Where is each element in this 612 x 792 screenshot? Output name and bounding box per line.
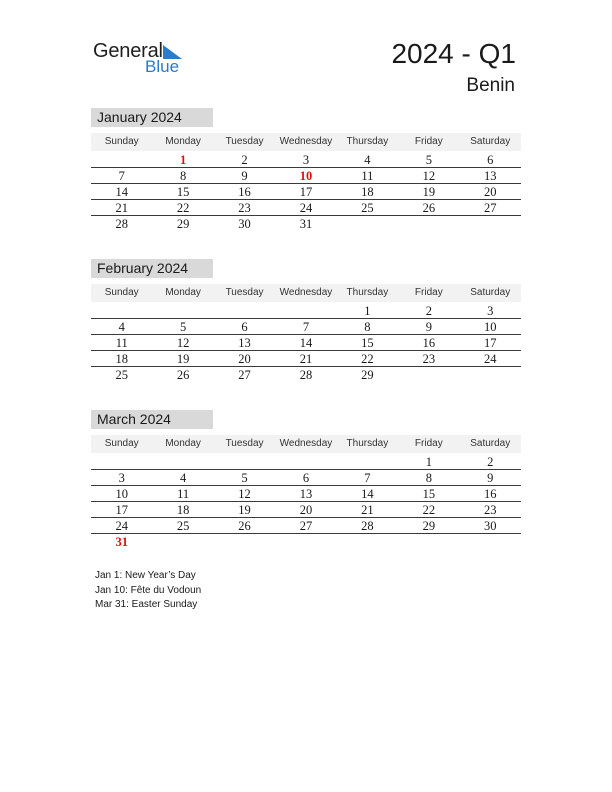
day-cell: 26 <box>238 519 251 533</box>
day-cell: 28 <box>299 368 313 382</box>
day-cell: 25 <box>361 201 374 215</box>
day-cell: 13 <box>238 336 251 350</box>
day-cell <box>275 454 336 469</box>
month-title: January 2024 <box>91 108 213 127</box>
day-cell: 4 <box>364 153 371 167</box>
weekday-label: Saturday <box>470 438 511 449</box>
day-cell <box>398 367 459 383</box>
week-row <box>91 502 521 518</box>
month-january <box>91 108 521 232</box>
logo <box>93 40 193 80</box>
day-cell: 11 <box>115 336 128 350</box>
week-row <box>91 351 521 367</box>
day-cell: 4 <box>180 471 187 485</box>
day-cell: 14 <box>361 487 374 501</box>
day-cell: 19 <box>238 503 251 517</box>
week-row <box>91 367 521 383</box>
holiday-day-cell: 10 <box>299 169 313 183</box>
day-cell: 19 <box>422 185 436 199</box>
week-row <box>91 534 521 550</box>
weekday-label: Monday <box>165 136 201 147</box>
month-february <box>91 259 521 383</box>
day-cell: 21 <box>299 352 313 366</box>
day-cell <box>460 534 521 550</box>
day-cell: 24 <box>483 352 497 366</box>
day-cell: 7 <box>118 169 125 183</box>
day-cell: 24 <box>115 519 128 533</box>
weekday-label: Friday <box>414 287 443 298</box>
day-cell: 22 <box>361 352 374 366</box>
weekday-label: Thursday <box>346 287 389 298</box>
day-cell: 16 <box>422 336 436 350</box>
day-cell: 30 <box>238 217 251 231</box>
weekday-header-row <box>91 133 521 151</box>
day-cell <box>152 303 213 318</box>
day-cell: 23 <box>238 201 251 215</box>
day-cell: 13 <box>483 169 497 183</box>
day-cell: 15 <box>361 336 374 350</box>
day-cell <box>337 454 398 469</box>
day-cell: 27 <box>238 368 251 382</box>
week-row <box>91 335 521 351</box>
day-cell: 9 <box>241 169 248 183</box>
day-cell: 3 <box>302 153 310 167</box>
day-cell <box>460 367 521 383</box>
page-title: 2024 - Q1 <box>391 38 516 69</box>
weekday-label: Thursday <box>346 136 389 147</box>
day-cell: 29 <box>176 217 190 231</box>
week-row <box>91 200 521 216</box>
weekday-label: Tuesday <box>225 287 264 298</box>
weekday-header-row <box>91 284 521 302</box>
day-cell <box>214 454 275 469</box>
day-cell: 6 <box>302 471 310 485</box>
day-cell <box>337 534 398 550</box>
day-cell: 14 <box>299 336 313 350</box>
day-cell: 15 <box>422 487 436 501</box>
weekday-label: Sunday <box>104 136 139 147</box>
weekday-label: Sunday <box>104 438 139 449</box>
day-cell: 20 <box>299 503 313 517</box>
week-row <box>91 216 521 232</box>
day-cell: 1 <box>364 304 371 318</box>
weekday-label: Friday <box>414 438 443 449</box>
day-cell <box>214 303 275 318</box>
month-title: February 2024 <box>91 259 213 278</box>
day-cell: 21 <box>115 201 128 215</box>
week-row <box>91 152 521 168</box>
week-row <box>91 303 521 319</box>
day-cell: 8 <box>180 169 187 183</box>
day-cell: 10 <box>483 320 497 334</box>
day-cell: 2 <box>425 304 432 318</box>
weekday-label: Saturday <box>470 287 511 298</box>
logo-text-general: General <box>93 40 163 62</box>
day-cell: 18 <box>176 503 190 517</box>
day-cell <box>91 454 152 469</box>
day-cell: 26 <box>422 201 436 215</box>
day-cell: 13 <box>299 487 313 501</box>
holiday-day-cell: 31 <box>115 535 128 549</box>
week-row <box>91 319 521 335</box>
day-cell: 24 <box>299 201 313 215</box>
weekday-label: Thursday <box>346 438 389 449</box>
day-cell: 12 <box>422 169 436 183</box>
day-cell <box>275 534 336 550</box>
week-row <box>91 184 521 200</box>
day-cell <box>275 303 336 318</box>
holiday-item: Jan 1: New Year’s Day <box>95 570 196 581</box>
day-cell <box>214 534 275 550</box>
day-cell: 25 <box>176 519 190 533</box>
day-cell: 5 <box>180 320 187 334</box>
day-cell: 2 <box>241 153 248 167</box>
weekday-label: Monday <box>165 287 201 298</box>
weekday-label: Tuesday <box>225 136 264 147</box>
holiday-item: Mar 31: Easter Sunday <box>95 599 198 610</box>
day-cell: 20 <box>483 185 497 199</box>
day-cell <box>398 216 459 232</box>
day-cell: 17 <box>483 336 497 350</box>
day-cell: 28 <box>115 217 128 231</box>
weekday-label: Friday <box>414 136 443 147</box>
day-cell: 12 <box>176 336 190 350</box>
day-cell: 16 <box>483 487 497 501</box>
day-cell: 4 <box>118 320 125 334</box>
day-cell <box>460 216 521 232</box>
holiday-day-cell: 1 <box>180 153 187 167</box>
day-cell: 7 <box>302 320 310 334</box>
holiday-list <box>95 569 201 613</box>
day-cell: 11 <box>361 169 374 183</box>
day-cell: 12 <box>238 487 251 501</box>
week-row <box>91 454 521 470</box>
week-row <box>91 518 521 534</box>
day-cell: 29 <box>422 519 436 533</box>
day-cell <box>398 534 459 550</box>
weekday-header-row <box>91 435 521 453</box>
day-cell <box>152 454 213 469</box>
day-cell <box>152 534 213 550</box>
day-cell: 27 <box>483 201 497 215</box>
day-cell: 8 <box>425 471 432 485</box>
day-cell: 7 <box>364 471 371 485</box>
day-cell: 5 <box>241 471 248 485</box>
day-cell: 3 <box>487 304 494 318</box>
day-cell: 31 <box>299 217 313 231</box>
week-row <box>91 168 521 184</box>
day-cell <box>91 303 152 318</box>
weekday-label: Wednesday <box>279 287 333 298</box>
day-cell: 23 <box>422 352 436 366</box>
day-cell: 9 <box>487 471 494 485</box>
day-cell: 2 <box>487 455 494 469</box>
day-cell: 16 <box>238 185 251 199</box>
day-cell: 27 <box>299 519 313 533</box>
weekday-label: Sunday <box>104 287 139 298</box>
weekday-label: Monday <box>165 438 201 449</box>
day-cell <box>91 152 152 167</box>
day-cell: 15 <box>176 185 190 199</box>
month-march <box>91 410 521 550</box>
day-cell: 17 <box>299 185 313 199</box>
logo-text-blue: Blue <box>145 57 180 76</box>
day-cell: 11 <box>177 487 190 501</box>
day-cell: 29 <box>361 368 374 382</box>
week-row <box>91 486 521 502</box>
day-cell: 21 <box>361 503 374 517</box>
weekday-label: Tuesday <box>225 438 264 449</box>
day-cell: 19 <box>176 352 190 366</box>
day-cell: 18 <box>361 185 374 199</box>
country-name: Benin <box>466 75 515 96</box>
day-cell: 6 <box>487 153 494 167</box>
day-cell: 28 <box>361 519 374 533</box>
weekday-label: Saturday <box>470 136 511 147</box>
day-cell: 6 <box>241 320 248 334</box>
day-cell: 17 <box>115 503 128 517</box>
day-cell: 14 <box>115 185 128 199</box>
day-cell: 23 <box>483 503 497 517</box>
month-title: March 2024 <box>91 410 213 429</box>
day-cell: 10 <box>115 487 128 501</box>
day-cell: 1 <box>425 455 432 469</box>
day-cell: 25 <box>115 368 128 382</box>
day-cell: 22 <box>422 503 436 517</box>
day-cell: 3 <box>118 471 125 485</box>
day-cell: 8 <box>364 320 371 334</box>
day-cell: 22 <box>176 201 190 215</box>
day-cell: 30 <box>483 519 497 533</box>
day-cell: 5 <box>425 153 432 167</box>
weekday-label: Wednesday <box>279 438 333 449</box>
weekday-label: Wednesday <box>279 136 333 147</box>
day-cell: 18 <box>115 352 128 366</box>
day-cell <box>337 216 398 232</box>
day-cell: 9 <box>425 320 432 334</box>
week-row <box>91 470 521 486</box>
day-cell: 26 <box>176 368 190 382</box>
day-cell: 20 <box>238 352 251 366</box>
holiday-item: Jan 10: Fête du Vodoun <box>95 584 202 596</box>
